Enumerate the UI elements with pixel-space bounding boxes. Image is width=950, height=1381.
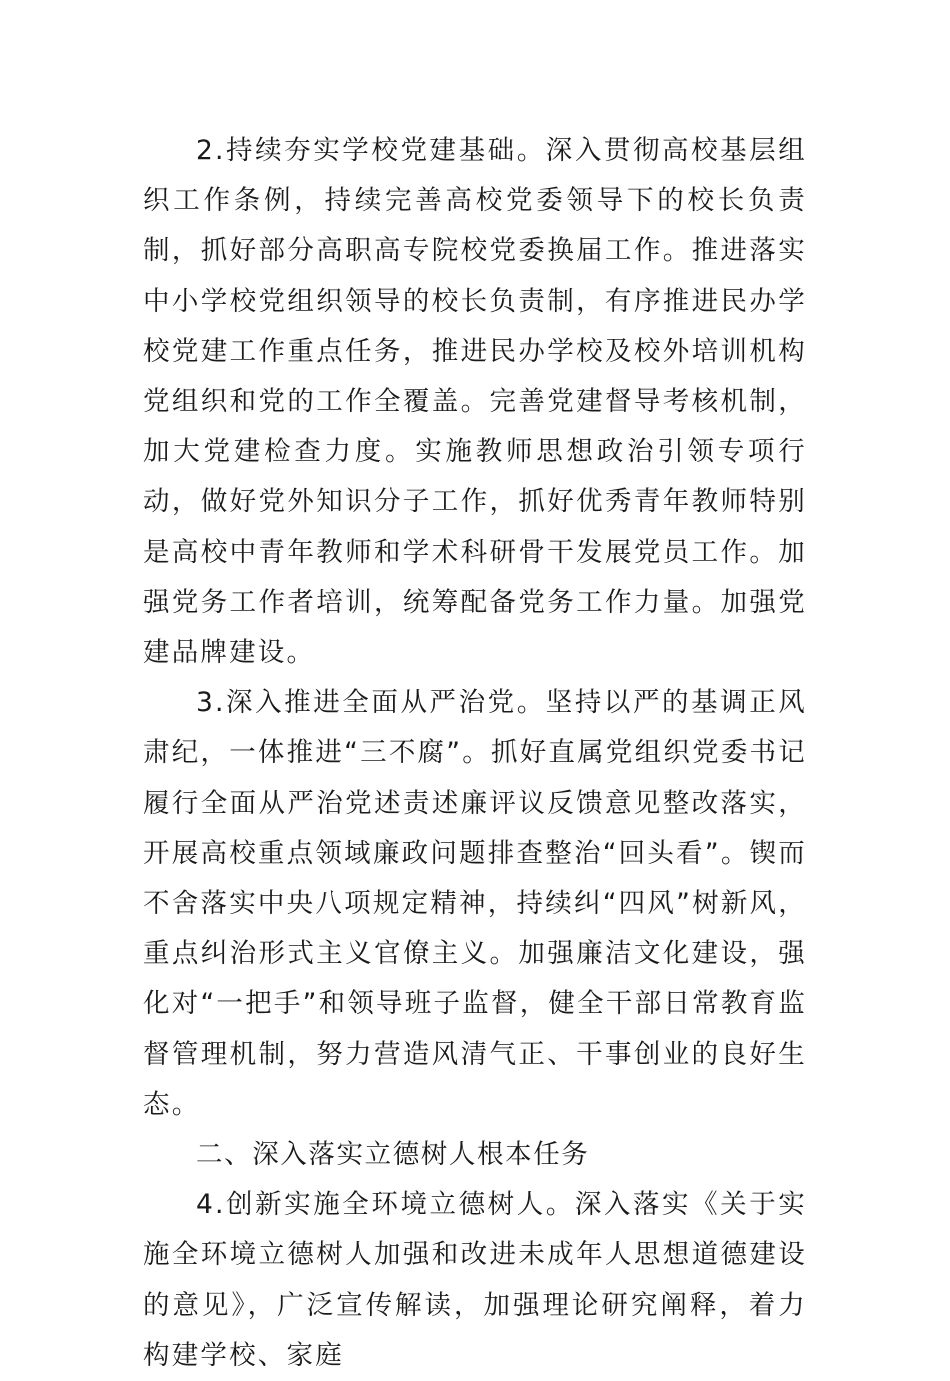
paragraph-item-2-party-building: 2.持续夯实学校党建基础。深入贯彻高校基层组织工作条例，持续完善高校党委领导下的校长负责制，抓好部分高职高专院校党委换届工作。推进落实中小学校党组织领导的校长负责制，有序推进民办学校党建工作重点任务，推进民办学校及校外培训机构党组织和党的工作全覆盖。完善党建督导考核机制，加大党建检查力度。实施教师思想政治引领专项行动，做好党外知识分子工作，抓好优秀青年教师特别是高校中青年教师和学术科研骨干发展党员工作。加强党务工作者培训，统筹配备党务工作力量。加强党建品牌建设。 (143, 135, 807, 669)
document-body (143, 126, 807, 1381)
paragraph-item-4-moral-education: 4.创新实施全环境立德树人。深入落实《关于实施全环境立德树人加强和改进未成年人思想道德建设的意见》，广泛宣传解读，加强理论研究阐释，着力构建学校、家庭 (143, 1189, 807, 1371)
section-heading-moral-education: 二、深入落实立德树人根本任务 (196, 1139, 590, 1171)
paragraph-item-3-strict-governance: 3.深入推进全面从严治党。坚持以严的基调正风肃纪，一体推进“三不腐”。抓好直属党组织党委书记履行全面从严治党述责述廉评议反馈意见整改落实，开展高校重点领域廉政问题排查整治“回头看”。锲而不舍落实中央八项规定精神，持续纠“四风”树新风，重点纠治形式主义官僚主义。加强廉洁文化建设，强化对“一把手”和领导班子监督，健全干部日常教育监督管理机制，努力营造风清气正、干事创业的良好生态。 (143, 687, 807, 1120)
